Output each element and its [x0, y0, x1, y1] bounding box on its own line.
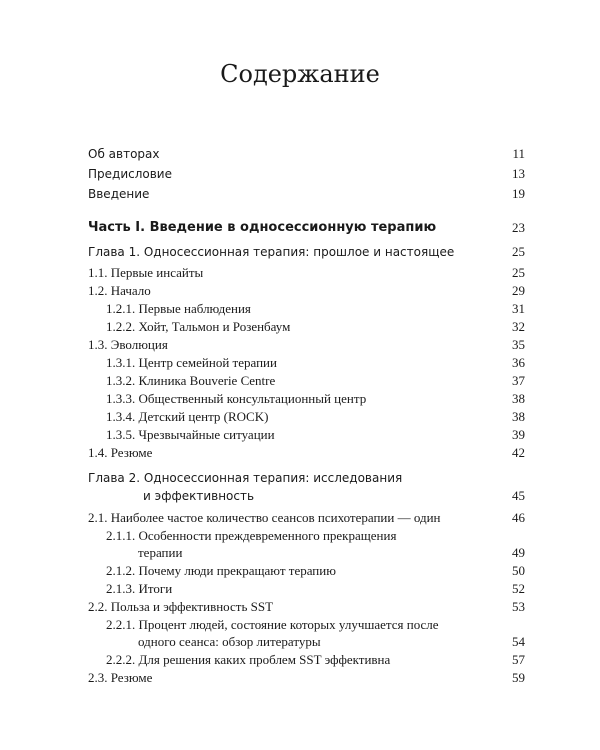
toc-entry-label: 2.1.3. Итоги [106, 581, 173, 596]
toc-entry-label: 2.1.2. Почему люди прекращают терапию [106, 563, 336, 578]
toc-chapter-label: и эффективность [143, 489, 255, 503]
toc-entry-page: 19 [512, 186, 525, 201]
toc-entry-label: 1.1. Первые инсайты [88, 265, 204, 280]
toc-entry-page: 53 [512, 599, 525, 614]
toc-entry-page: 23 [512, 220, 525, 235]
toc-entry-label: 2.1.1. Особенности преждевременного прекращения [106, 528, 397, 543]
toc-entry-label: Введение [88, 187, 150, 201]
toc-entry-label: 1.2.1. Первые наблюдения [106, 301, 251, 316]
toc-entry-page: 50 [512, 563, 525, 578]
toc-chapter-label: Глава 1. Односессионная терапия: прошлое и настоящее [88, 245, 455, 259]
toc-entry-page: 36 [512, 355, 525, 370]
toc-entry-label: 1.3. Эволюция [88, 337, 168, 352]
toc-entry-label: 1.3.3. Общественный консультационный центр [106, 391, 367, 406]
toc-entry-label: 2.2.2. Для решения каких проблем SST эффективна [106, 652, 391, 667]
toc-entry-label: 1.2.2. Хойт, Тальмон и Розенбаум [106, 319, 291, 334]
toc-entry-page: 11 [512, 146, 525, 161]
toc-entry-label: 2.2.1. Процент людей, состояние которых улучшается после [106, 617, 439, 632]
toc-entry-page: 38 [512, 391, 525, 406]
toc-entry-label: 1.3.1. Центр семейной терапии [106, 355, 277, 370]
toc-entry-label: одного сеанса: обзор литературы [138, 634, 321, 649]
toc-chapter-label: Глава 2. Односессионная терапия: исследования [88, 471, 403, 485]
toc-entry-label: Предисловие [88, 167, 172, 181]
toc-entry-page: 25 [512, 244, 525, 259]
toc-entry-page: 32 [512, 319, 525, 334]
toc-entry-page: 45 [512, 488, 525, 503]
toc-entry-page: 31 [512, 301, 525, 316]
toc-entry-label: 1.3.5. Чрезвычайные ситуации [106, 427, 275, 442]
toc-entry-page: 29 [512, 283, 525, 298]
toc-entry-label: 2.2. Польза и эффективность SST [88, 599, 274, 614]
toc-entry-page: 42 [512, 445, 525, 460]
toc-entry-label: 2.3. Резюме [88, 670, 153, 685]
toc-entry-page: 49 [512, 545, 525, 560]
toc-entry-page: 38 [512, 409, 525, 424]
toc-entry-label: 1.2. Начало [88, 283, 151, 298]
toc-entry-page: 35 [512, 337, 525, 352]
toc-entry-page: 39 [512, 427, 525, 442]
toc-part-label: Часть I. Введение в односессионную терапию [88, 220, 437, 235]
toc-entry-page: 52 [512, 581, 525, 596]
toc-entry-label: 1.4. Резюме [88, 445, 153, 460]
toc-entry-label: Об авторах [88, 147, 160, 161]
toc-entry-page: 57 [512, 652, 525, 667]
toc-entry-page: 13 [512, 166, 525, 181]
toc-entry-label: 1.3.4. Детский центр (ROCK) [106, 409, 269, 424]
toc-entry-label: 1.3.2. Клиника Bouverie Centre [106, 373, 276, 388]
toc-entry-label: 2.1. Наиболее частое количество сеансов психотерапии — один [88, 510, 441, 525]
toc-entry-page: 59 [512, 670, 525, 685]
toc-entry-page: 37 [512, 373, 525, 388]
toc-entry-page: 54 [512, 634, 525, 649]
page-title: Содержание [220, 60, 380, 88]
toc-entry-label: терапии [138, 545, 183, 560]
toc-entry-page: 25 [512, 265, 525, 280]
toc-entry-page: 46 [512, 510, 525, 525]
